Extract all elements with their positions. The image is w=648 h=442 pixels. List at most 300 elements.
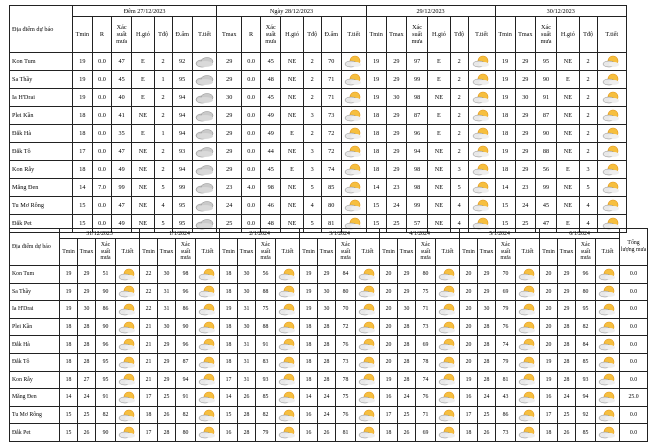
partly-sunny-icon [343,145,365,158]
cell-value: 3 [303,143,321,161]
weather-cell [468,125,495,143]
cell-value: 88 [256,318,276,336]
cell-value: 2 [579,53,597,71]
column-header: Tmin [72,17,92,53]
weather-cell [596,266,620,284]
partly-sunny-icon [277,356,299,369]
cell-value: 18 [220,318,238,336]
weather-cell [356,301,380,319]
partly-sunny-icon [117,303,139,316]
location-name: Sa Thầy [10,71,73,89]
cell-value: 19 [460,371,478,389]
cell-value: NE [428,215,450,233]
weather-cell [341,125,366,143]
cell-value: NE [281,179,303,197]
location-name: Ia H'Drai [10,301,60,319]
partly-sunny-icon [117,426,139,439]
weather-cell [192,71,217,89]
weather-cell [276,353,300,371]
cell-value: 69 [496,283,516,301]
weather-cell [196,389,220,407]
cell-value: 97 [406,53,427,71]
table-row [10,283,648,301]
weather-cell [196,283,220,301]
column-header: T.tiết [356,239,380,266]
cell-value: 56 [535,161,556,179]
weather-cell [468,71,495,89]
date-group-header: 3/1/2024 [300,229,380,239]
cell-value: 16 [220,424,238,442]
cell-value: 0.0 [92,71,111,89]
cell-value: 2 [579,71,597,89]
cell-value: 46 [261,197,281,215]
partly-sunny-icon [277,409,299,422]
weather-cell [597,143,626,161]
cell-value: 29 [217,161,242,179]
cell-value: 30 [158,318,176,336]
cell-value: 96 [576,266,596,284]
partly-sunny-icon [601,73,623,86]
cell-value: 31 [238,336,256,354]
partly-sunny-icon [197,338,219,351]
cell-value: E [557,215,579,233]
cell-value: 94 [172,125,192,143]
cell-value: 4 [579,197,597,215]
partly-sunny-icon [517,321,539,334]
cell-value: 81 [336,424,356,442]
partly-sunny-icon [517,338,539,351]
total-rain-value: 0.0 [620,301,648,319]
cell-value: 28 [398,371,416,389]
cell-value: 4 [303,197,321,215]
cell-value: 29 [515,71,535,89]
weather-cell [196,301,220,319]
partly-sunny-icon [597,356,619,369]
cell-value: 29 [558,266,576,284]
partly-sunny-icon [471,91,493,104]
column-header: Tmin [460,239,478,266]
cell-value: NE [557,53,579,71]
cell-value: 85 [256,389,276,407]
cloudy-icon [194,56,216,68]
weather-cell [341,143,366,161]
partly-sunny-icon [437,303,459,316]
location-name: Kon Rẫy [10,371,60,389]
cell-value: 20 [380,318,398,336]
cell-value: 19 [60,266,78,284]
cell-value: E [428,107,450,125]
location-header: Địa điểm dự báo [10,229,60,266]
cell-value: 30 [238,266,256,284]
partly-sunny-icon [357,268,379,281]
cell-value: 16 [460,389,478,407]
cell-value: 86 [496,406,516,424]
partly-sunny-icon [597,268,619,281]
cell-value: 47 [535,215,556,233]
column-header: Tmin [140,239,158,266]
cell-value: 45 [535,197,556,215]
cell-value: 69 [416,424,436,442]
cell-value: 26 [158,406,176,424]
cell-value: 29 [386,125,406,143]
weather-cell [356,318,380,336]
total-rain-value: 0.0 [620,266,648,284]
cell-value: 20 [540,283,558,301]
cell-value: 45 [261,89,281,107]
cell-value: 3 [450,161,468,179]
cell-value: 87 [176,353,196,371]
weather-cell [597,71,626,89]
date-group-header: 29/12/2023 [366,6,495,17]
weather-cell [468,107,495,125]
cell-value: 76 [336,406,356,424]
cell-value: 98 [406,161,427,179]
cloudy-icon [194,146,216,158]
column-header: T.tiết [192,17,217,53]
cell-value: 2 [154,89,172,107]
cell-value: 22 [140,266,158,284]
partly-sunny-icon [277,285,299,298]
cell-value: 90 [535,71,556,89]
partly-sunny-icon [343,91,365,104]
column-header: Tmin [366,17,386,53]
cell-value: 25 [558,406,576,424]
cell-value: E [132,125,154,143]
cell-value: NE [281,71,303,89]
cell-value: 18 [380,424,398,442]
cell-value: 76 [496,318,516,336]
cell-value: 28 [78,336,96,354]
partly-sunny-icon [437,409,459,422]
cell-value: 30 [238,283,256,301]
partly-sunny-icon [197,409,219,422]
cell-value: 29 [158,336,176,354]
cell-value: 0.0 [92,161,111,179]
column-header: Tmax [238,239,256,266]
cell-value: 4 [154,197,172,215]
partly-sunny-icon [357,321,379,334]
column-header: Tmax [158,239,176,266]
column-header: Xác suất mưa [576,239,596,266]
cell-value: 19 [540,371,558,389]
cell-value: 15 [495,215,515,233]
weather-cell [516,406,540,424]
cell-value: 80 [416,266,436,284]
column-header: Đ.ẩm [321,17,341,53]
column-header: Tđộ [303,17,321,53]
cell-value: 30 [238,318,256,336]
cell-value: 80 [176,424,196,442]
cell-value: NE [132,179,154,197]
cell-value: 90 [96,424,116,442]
weather-cell [597,197,626,215]
weather-cell [116,406,140,424]
cell-value: 20 [380,336,398,354]
cell-value: 28 [238,406,256,424]
forecast-table-2 [9,228,648,442]
partly-sunny-icon [597,285,619,298]
cell-value: 82 [96,406,116,424]
column-header: R [242,17,261,53]
cell-value: 4.0 [242,179,261,197]
cell-value: 75 [336,389,356,407]
location-name: Đắk Pet [10,215,73,233]
cell-value: 20 [540,336,558,354]
cell-value: 25 [78,406,96,424]
cell-value: 18 [72,125,92,143]
cell-value: 40 [112,89,132,107]
weather-cell [468,89,495,107]
weather-cell [116,389,140,407]
weather-cell [192,143,217,161]
cell-value: 20 [380,283,398,301]
table-row [10,89,627,107]
cell-value: 0.0 [242,143,261,161]
cell-value: 23 [217,179,242,197]
cell-value: 69 [416,336,436,354]
partly-sunny-icon [517,373,539,386]
total-rain-value: 0.0 [620,406,648,424]
cell-value: 29 [158,353,176,371]
weather-cell [436,283,460,301]
cell-value: 29 [386,107,406,125]
cell-value: 28 [558,371,576,389]
cell-value: 28 [398,318,416,336]
cell-value: 81 [496,371,516,389]
cell-value: 26 [78,424,96,442]
partly-sunny-icon [471,181,493,194]
cell-value: 29 [515,53,535,71]
cell-value: 24 [318,389,336,407]
cell-value: 26 [478,424,496,442]
cell-value: 19 [220,301,238,319]
cell-value: 28 [158,424,176,442]
weather-cell [436,371,460,389]
total-rain-value: 0.0 [620,318,648,336]
cell-value: E [132,71,154,89]
location-name: Đắk Tô [10,143,73,161]
cell-value: 94 [576,389,596,407]
forecast-table-1 [9,5,627,233]
cell-value: 18 [220,266,238,284]
weather-cell [596,371,620,389]
cell-value: 18 [495,125,515,143]
cell-value: 4 [450,215,468,233]
location-name: Plei Kần [10,318,60,336]
weather-cell [341,89,366,107]
date-group-header: 1/1/2024 [140,229,220,239]
cell-value: 28 [78,318,96,336]
partly-sunny-icon [117,338,139,351]
weather-cell [516,301,540,319]
cloudy-icon [194,182,216,194]
cell-value: 29 [217,71,242,89]
weather-cell [436,389,460,407]
cell-value: 28 [478,336,496,354]
cell-value: 82 [176,406,196,424]
cell-value: 91 [256,336,276,354]
table-row [10,179,627,197]
partly-sunny-icon [343,109,365,122]
cell-value: 71 [321,71,341,89]
cell-value: 24 [386,197,406,215]
cell-value: 78 [336,371,356,389]
cell-value: NE [281,53,303,71]
cell-value: 0.0 [92,89,111,107]
cell-value: NE [281,107,303,125]
cell-value: 45 [261,53,281,71]
total-rain-value: 0.0 [620,353,648,371]
cell-value: 15 [366,215,386,233]
total-rain-header: Tổng lượng mưa [620,229,648,266]
column-header: Tmax [515,17,535,53]
column-header: Xác suất mưa [256,239,276,266]
weather-cell [116,283,140,301]
cell-value: 3 [303,107,321,125]
column-header: T.tiết [516,239,540,266]
cell-value: 15 [72,215,92,233]
column-header: Xác suất mưa [535,17,556,53]
location-name: Đắk Tô [10,353,60,371]
column-header: T.tiết [116,239,140,266]
cell-value: 90 [96,318,116,336]
location-name: Sa Thầy [10,283,60,301]
partly-sunny-icon [471,199,493,212]
cell-value: 19 [300,301,318,319]
location-name: Măng Đen [10,179,73,197]
partly-sunny-icon [597,303,619,316]
partly-sunny-icon [601,181,623,194]
cell-value: 92 [172,53,192,71]
partly-sunny-icon [343,181,365,194]
partly-sunny-icon [601,163,623,176]
partly-sunny-icon [197,426,219,439]
cell-value: 73 [496,424,516,442]
cell-value: 28 [558,353,576,371]
table-row [10,336,648,354]
cell-value: 2 [154,143,172,161]
cell-value: 28 [558,318,576,336]
cell-value: 72 [321,125,341,143]
cell-value: 2 [579,107,597,125]
location-name: Kon Tum [10,53,73,71]
cell-value: 98 [406,179,427,197]
weather-cell [596,406,620,424]
cell-value: 2 [579,143,597,161]
cell-value: 29 [515,161,535,179]
weather-cell [196,371,220,389]
cell-value: 29 [386,161,406,179]
cell-value: 5 [579,179,597,197]
weather-cell [196,353,220,371]
partly-sunny-icon [197,391,219,404]
cloudy-icon [194,74,216,86]
partly-sunny-icon [357,356,379,369]
partly-sunny-icon [601,127,623,140]
cell-value: 51 [96,266,116,284]
cell-value: 31 [238,371,256,389]
cell-value: 25 [398,406,416,424]
weather-cell [276,266,300,284]
cell-value: 95 [96,353,116,371]
partly-sunny-icon [471,163,493,176]
cell-value: 15 [220,406,238,424]
cell-value: 45 [261,161,281,179]
cell-value: 30 [78,301,96,319]
partly-sunny-icon [437,268,459,281]
partly-sunny-icon [197,303,219,316]
cell-value: 98 [261,179,281,197]
column-header: H.gió [132,17,154,53]
cell-value: 18 [60,336,78,354]
weather-cell [516,389,540,407]
cell-value: 24 [78,389,96,407]
partly-sunny-icon [601,109,623,122]
location-name: Kon Tum [10,266,60,284]
weather-cell [597,89,626,107]
weather-cell [516,318,540,336]
cell-value: 29 [78,266,96,284]
cell-value: E [557,71,579,89]
cell-value: 49 [112,215,132,233]
cell-value: 19 [72,71,92,89]
cell-value: 29 [78,283,96,301]
cell-value: 28 [478,353,496,371]
cell-value: 28 [478,318,496,336]
partly-sunny-icon [197,321,219,334]
location-name: Tu Mơ Rông [10,406,60,424]
cell-value: NE [281,143,303,161]
cell-value: 2 [154,107,172,125]
date-group-header: 6/1/2024 [540,229,620,239]
cell-value: 15 [60,424,78,442]
cell-value: 28 [318,318,336,336]
cell-value: 73 [336,353,356,371]
partly-sunny-icon [517,391,539,404]
cell-value: 19 [495,71,515,89]
partly-sunny-icon [597,409,619,422]
cell-value: 25 [158,389,176,407]
partly-sunny-icon [357,338,379,351]
cell-value: 19 [495,89,515,107]
weather-cell [196,318,220,336]
cell-value: 43 [496,389,516,407]
cell-value: 47 [112,143,132,161]
cell-value: 73 [321,107,341,125]
cell-value: 0.0 [242,125,261,143]
weather-cell [468,53,495,71]
cell-value: 73 [416,318,436,336]
cell-value: 71 [416,406,436,424]
cell-value: 4 [450,197,468,215]
table-row [10,424,648,442]
weather-cell [192,179,217,197]
cell-value: 18 [60,371,78,389]
weather-cell [356,406,380,424]
cell-value: 28 [318,353,336,371]
column-header: Tmin [60,239,78,266]
cell-value: 0.0 [242,107,261,125]
cell-value: 91 [176,389,196,407]
cell-value: 2 [450,143,468,161]
partly-sunny-icon [277,338,299,351]
cell-value: 29 [398,283,416,301]
cell-value: 24 [318,406,336,424]
partly-sunny-icon [601,199,623,212]
weather-cell [196,424,220,442]
partly-sunny-icon [117,409,139,422]
column-header: Xác suất mưa [176,239,196,266]
